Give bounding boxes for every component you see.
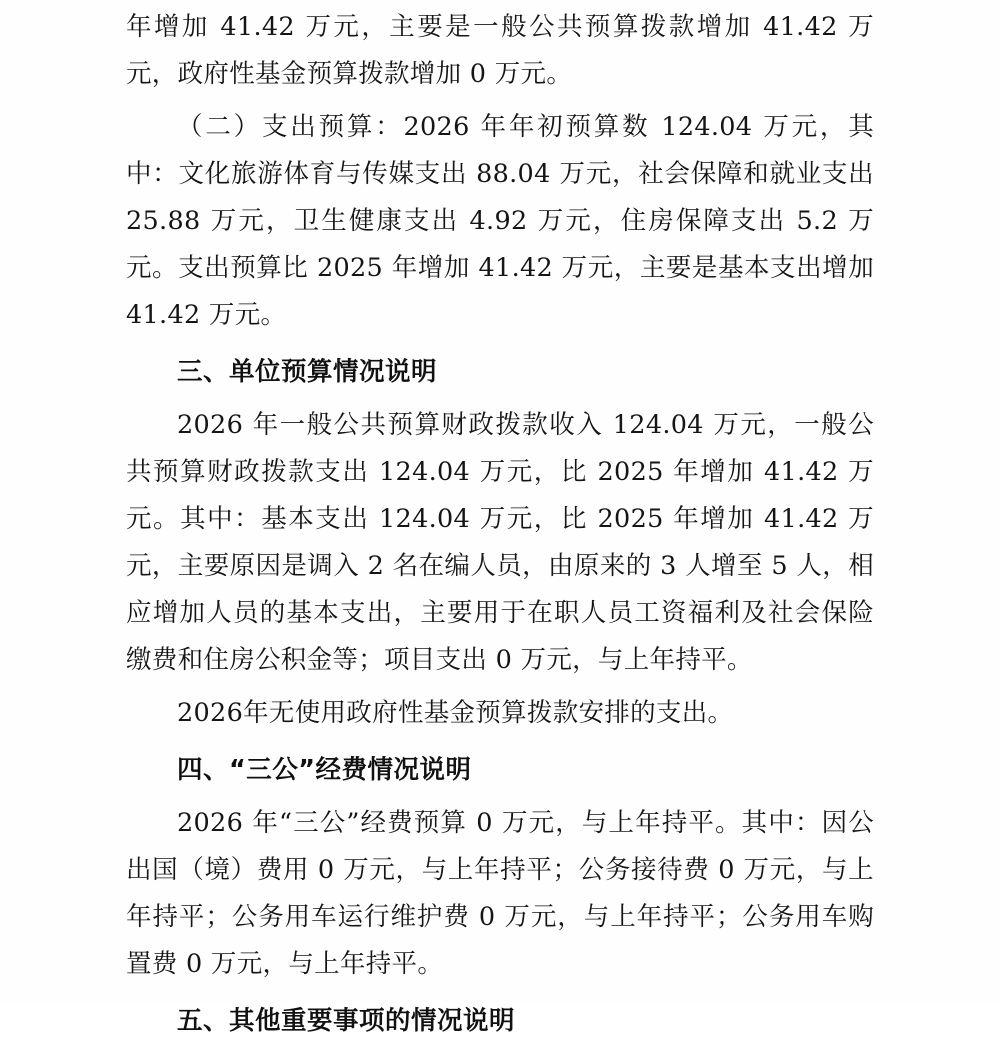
- paragraph-three-public-expenses-detail: 2026 年“三公”经费预算 0 万元，与上年持平。其中：因公出国（境）费用 0 万元，与上年持平；公务接待费 0 万元，与上年持平；公务用车运行维护费 0 万元，与上年持平；公务用车购置费 0 万元，与上年持平。: [126, 808, 874, 979]
- section-heading-other-important-matters: 五、其他重要事项的情况说明: [177, 1006, 516, 1036]
- section-heading-three-public-expenses: 四、“三公”经费情况说明: [177, 755, 472, 785]
- document-body: [126, 0, 874, 1045]
- section-heading-unit-budget: 三、单位预算情况说明: [177, 357, 438, 387]
- paragraph-carryover-budget-income: 年增加 41.42 万元，主要是一般公共预算拨款增加 41.42 万元，政府性基金预算拨款增加 0 万元。: [126, 12, 874, 89]
- paragraph-no-government-fund-expenditure: 2026年无使用政府性基金预算拨款安排的支出。: [177, 698, 734, 728]
- paragraph-expenditure-budget: （二）支出预算：2026 年年初预算数 124.04 万元，其中：文化旅游体育与传媒支出 88.04 万元，社会保障和就业支出 25.88 万元，卫生健康支出 4.92 万元，住房保障支出 5.2 万元。支出预算比 2025 年增加 41.42 万元，主要是基本支出增加 41.42 万元。: [126, 112, 874, 330]
- paragraph-general-public-budget-detail: 2026 年一般公共预算财政拨款收入 124.04 万元，一般公共预算财政拨款支出 124.04 万元，比 2025 年增加 41.42 万元。其中：基本支出 124.04 万元，比 2025 年增加 41.42 万元，主要原因是调入 2 名在编人员，由原来的 3 人增至 5 人，相应增加人员的基本支出，主要用于在职人员工资福利及社会保险缴费和住房公积金等；项目支出 0 万元，与上年持平。: [126, 410, 874, 675]
